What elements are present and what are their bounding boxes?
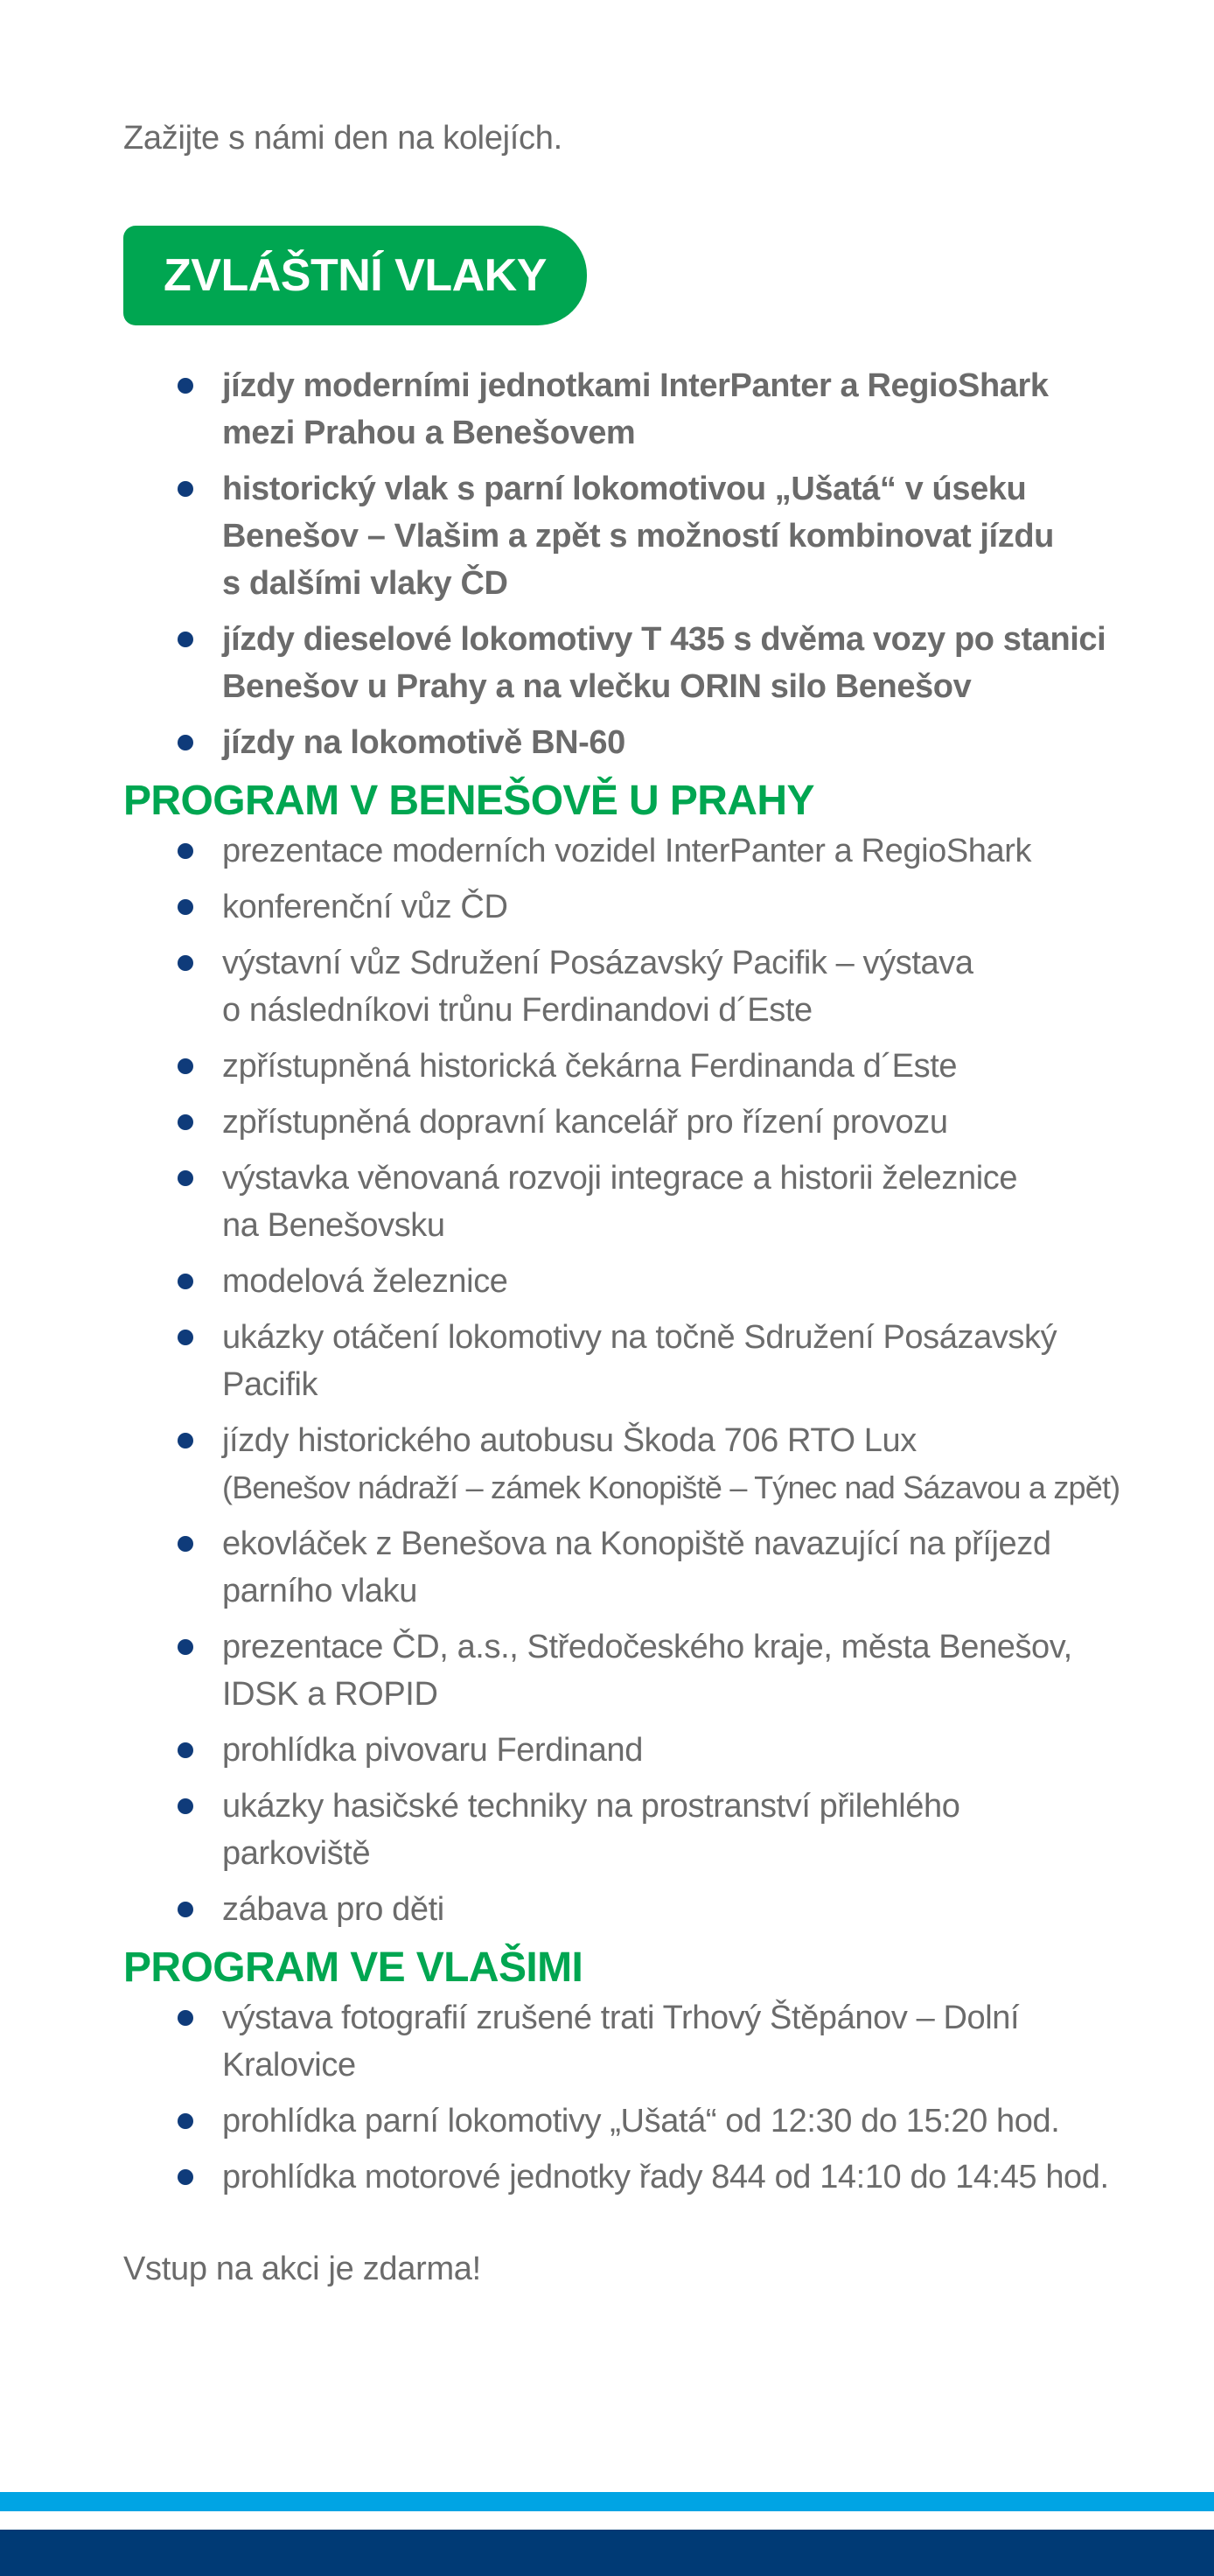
list-item-line: prohlídka pivovaru Ferdinand — [222, 1732, 643, 1769]
list-item-line: jízdy dieselové lokomotivy T 435 s dvěma vozy po stanici — [222, 621, 1106, 658]
vlasim-program-heading: PROGRAM VE VLAŠIMI — [123, 1944, 583, 1991]
list-item-line: mezi Prahou a Benešovem — [222, 415, 636, 451]
bullet-icon — [178, 899, 193, 915]
list-item-line: zábava pro děti — [222, 1891, 444, 1928]
bullet-icon — [178, 1114, 193, 1130]
list-item-line: zpřístupněná dopravní kancelář pro řízení provozu — [222, 1104, 948, 1141]
list-item-line: s dalšími vlaky ČD — [222, 565, 508, 602]
list-item-line: parkoviště — [222, 1835, 371, 1872]
list-item-line: prohlídka motorové jednotky řady 844 od 14:10 do 14:45 hod. — [222, 2159, 1109, 2196]
list-item — [123, 1520, 1120, 1615]
list-item-line: výstava fotografií zrušené trati Trhový Štěpánov – Dolní Kralovice — [222, 2000, 1020, 2084]
footer-stripe-dark — [0, 2530, 1214, 2576]
list-item-line: Pacifik — [222, 1366, 318, 1403]
list-item — [123, 1099, 1120, 1146]
list-item-line: na Benešovsku — [222, 1207, 445, 1244]
list-item-line: konferenční vůz ČD — [222, 889, 508, 925]
list-item-line: prezentace moderních vozidel InterPanter a RegioShark — [222, 833, 1032, 869]
bullet-icon — [178, 1742, 193, 1758]
list-item-line: modelová železnice — [222, 1263, 508, 1300]
bullet-icon — [178, 1639, 193, 1655]
bullet-icon — [178, 2113, 193, 2129]
list-item-line: ukázky otáčení lokomotivy na točně Sdružení Posázavský — [222, 1319, 1057, 1356]
free-entry-note: Vstup na akci je zdarma! — [123, 2251, 481, 2287]
bullet-icon — [178, 1798, 193, 1814]
bullet-icon — [178, 955, 193, 971]
list-item-line: parního vlaku — [222, 1573, 417, 1609]
list-item — [123, 1417, 1120, 1511]
list-item — [123, 2098, 1120, 2145]
list-item-line: jízdy moderními jednotkami InterPanter a RegioShark — [222, 367, 1049, 404]
bullet-icon — [178, 2169, 193, 2185]
bullet-icon — [178, 843, 193, 859]
list-item-line: Benešov u Prahy a na vlečku ORIN silo Benešov — [222, 668, 972, 705]
bullet-icon — [178, 1058, 193, 1074]
bullet-icon — [178, 481, 193, 497]
list-item — [123, 883, 1120, 931]
vlasim-program-list — [123, 1994, 1120, 2201]
bullet-icon — [178, 632, 193, 647]
intro-text: Zažijte s námi den na kolejích. — [123, 120, 562, 157]
list-item — [123, 1623, 1120, 1718]
list-item — [123, 1043, 1120, 1090]
footer-stripe-light — [0, 2492, 1214, 2511]
list-item — [123, 1258, 1120, 1305]
special-trains-list — [123, 362, 1120, 766]
list-item-line: IDSK a ROPID — [222, 1676, 438, 1713]
list-item-line: jízdy na lokomotivě BN-60 — [222, 724, 625, 761]
bullet-icon — [178, 1170, 193, 1186]
bullet-icon — [178, 1274, 193, 1289]
list-item — [123, 827, 1120, 875]
bullet-icon — [178, 378, 193, 394]
bullet-icon — [178, 2010, 193, 2026]
bullet-icon — [178, 1902, 193, 1917]
bullet-icon — [178, 1536, 193, 1552]
leaflet-content — [123, 112, 1120, 2295]
list-item — [123, 1886, 1120, 1933]
list-item — [123, 1155, 1120, 1249]
benesov-program-list — [123, 827, 1120, 1933]
list-item-line: prezentace ČD, a.s., Středočeského kraje, města Benešov, — [222, 1629, 1072, 1665]
list-item — [123, 362, 1120, 457]
list-item-line: ekovláček z Benešova na Konopiště navazující na příjezd — [222, 1525, 1051, 1562]
benesov-program-heading: PROGRAM V BENEŠOVĚ U PRAHY — [123, 778, 814, 824]
list-item-line: výstavka věnovaná rozvoji integrace a historii železnice — [222, 1160, 1018, 1197]
list-item — [123, 616, 1120, 710]
list-item-line: o následníkovi trůnu Ferdinandovi d´Este — [222, 992, 813, 1029]
list-item — [123, 719, 1120, 766]
list-item — [123, 1994, 1120, 2089]
list-item — [123, 1727, 1120, 1774]
special-trains-heading: ZVLÁŠTNÍ VLAKY — [123, 226, 587, 325]
bullet-icon — [178, 1330, 193, 1345]
list-item-line: jízdy historického autobusu Škoda 706 RTO Lux — [222, 1422, 917, 1459]
list-item — [123, 1314, 1120, 1408]
list-item-line: Benešov – Vlašim a zpět s možností kombinovat jízdu — [222, 518, 1054, 555]
list-item-line: prohlídka parní lokomotivy „Ušatá“ od 12:30 do 15:20 hod. — [222, 2103, 1060, 2140]
list-item — [123, 1783, 1120, 1877]
list-item — [123, 939, 1120, 1034]
list-item-line: historický vlak s parní lokomotivou „Ušatá“ v úseku — [222, 471, 1027, 507]
list-item-line: zpřístupněná historická čekárna Ferdinanda d´Este — [222, 1048, 958, 1085]
bullet-icon — [178, 1433, 193, 1449]
list-item — [123, 465, 1120, 607]
list-item-subline: (Benešov nádraží – zámek Konopiště – Týnec nad Sázavou a zpět) — [222, 1470, 1120, 1505]
bullet-icon — [178, 735, 193, 750]
list-item-line: výstavní vůz Sdružení Posázavský Pacifik – výstava — [222, 945, 973, 981]
list-item — [123, 2154, 1120, 2201]
list-item-line: ukázky hasičské techniky na prostranství přilehlého — [222, 1788, 960, 1825]
